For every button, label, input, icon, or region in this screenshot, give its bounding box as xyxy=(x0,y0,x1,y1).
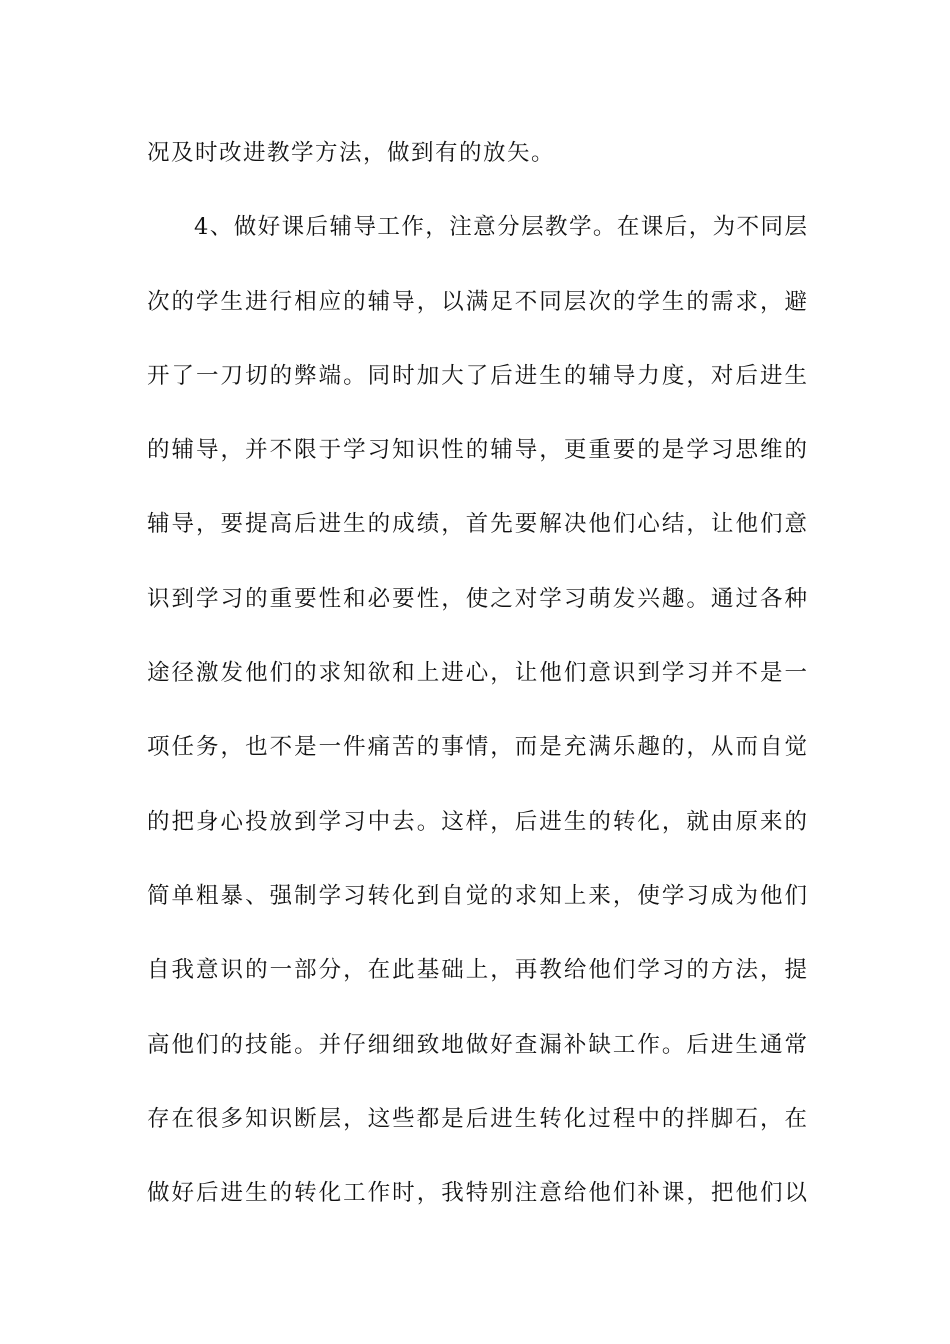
paragraph-line: 4、做好课后辅导工作，注意分层教学。在课后，为不同层 xyxy=(194,214,807,241)
paragraph-line: 途径激发他们的求知欲和上进心，让他们意识到学习并不是一 xyxy=(147,660,807,687)
paragraph-line: 的把身心投放到学习中去。这样，后进生的转化，就由原来的 xyxy=(147,808,807,835)
paragraph-line: 做好后进生的转化工作时，我特别注意给他们补课，把他们以 xyxy=(147,1180,807,1207)
paragraph-line: 自我意识的一部分，在此基础上，再教给他们学习的方法，提 xyxy=(147,957,807,984)
paragraph-line: 辅导，要提高后进生的成绩，首先要解决他们心结，让他们意 xyxy=(147,511,807,538)
paragraph-line: 高他们的技能。并仔细细致地做好查漏补缺工作。后进生通常 xyxy=(147,1031,807,1058)
paragraph-line: 简单粗暴、强制学习转化到自觉的求知上来，使学习成为他们 xyxy=(147,882,807,909)
body-text xyxy=(147,131,807,1245)
paragraph-line: 开了一刀切的弊端。同时加大了后进生的辅导力度，对后进生 xyxy=(147,362,807,389)
paragraph-line: 存在很多知识断层，这些都是后进生转化过程中的拌脚石，在 xyxy=(147,1105,807,1132)
paragraph-line: 项任务，也不是一件痛苦的事情，而是充满乐趣的，从而自觉 xyxy=(147,734,807,761)
paragraph-line: 识到学习的重要性和必要性，使之对学习萌发兴趣。通过各种 xyxy=(147,585,807,612)
paragraph-line: 的辅导，并不限于学习知识性的辅导，更重要的是学习思维的 xyxy=(147,437,807,464)
paragraph-line: 况及时改进教学方法，做到有的放矢。 xyxy=(147,140,556,166)
paragraph-line: 次的学生进行相应的辅导，以满足不同层次的学生的需求，避 xyxy=(147,288,807,315)
